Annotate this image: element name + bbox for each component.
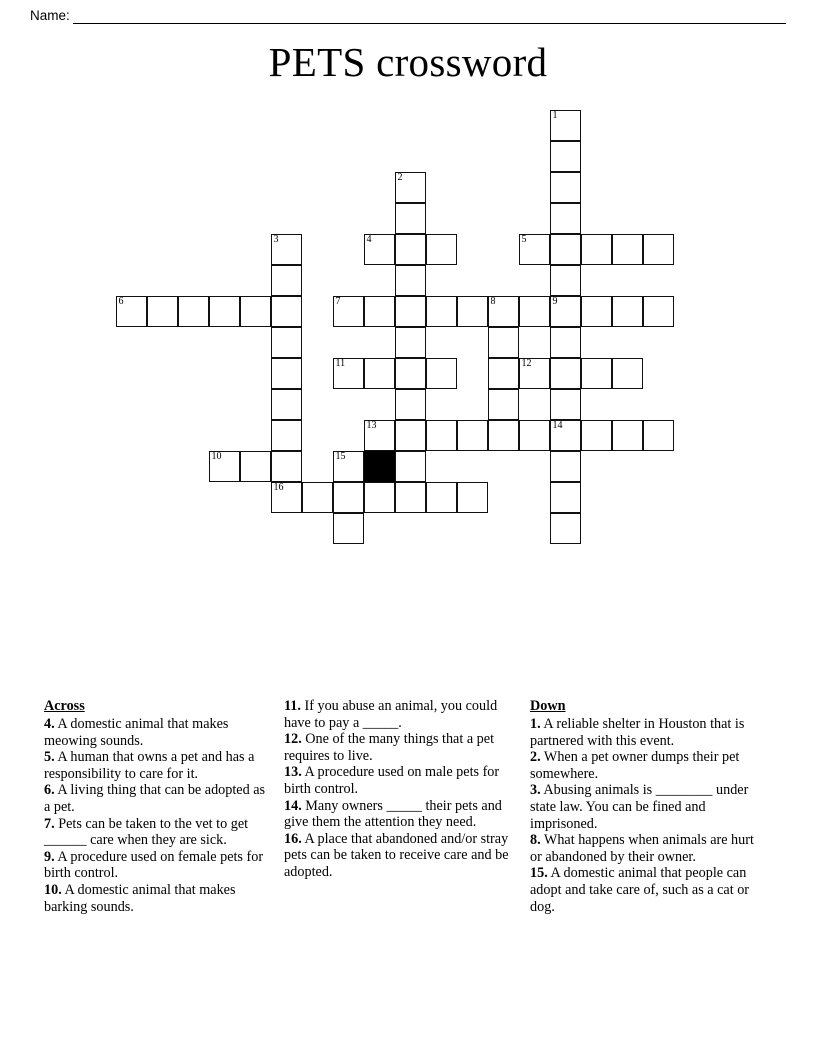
clue-number: 5. [44,749,55,766]
grid-cell[interactable] [116,296,147,327]
grid-cell[interactable] [333,358,364,389]
grid-cell[interactable] [550,110,581,141]
across-clue-16 [284,831,516,881]
grid-cell[interactable] [488,420,519,451]
cell-number: 15 [335,451,346,462]
clue-number: 2. [530,749,541,766]
grid-cell[interactable] [643,234,674,265]
cell-number: 11 [335,358,346,369]
grid-cell[interactable] [550,265,581,296]
grid-cell[interactable] [612,234,643,265]
grid-cell[interactable] [426,420,457,451]
cell-number: 5 [521,234,527,245]
clue-number: 13. [284,764,302,781]
clue-number: 1. [530,716,541,732]
grid-cell[interactable] [395,265,426,296]
grid-cell[interactable] [395,172,426,203]
grid-cell[interactable] [550,234,581,265]
clue-text: A reliable shelter in Houston that is partnered with this event. [530,716,745,749]
grid-cell[interactable] [643,296,674,327]
cell-number: 1 [552,110,558,121]
cell-number: 14 [552,420,563,431]
clue-number: 10. [44,881,62,898]
across-clue-10 [44,882,272,915]
cell-number: 12 [521,358,532,369]
cell-number: 4 [366,234,372,245]
grid-cell[interactable] [550,389,581,420]
grid-cell[interactable] [426,234,457,265]
clue-number: 14. [284,797,302,814]
clue-text: Abusing animals is ________ under state law. You can be fined and imprisoned. [530,782,749,832]
grid-cell[interactable] [395,203,426,234]
clue-text: A living thing that can be adopted as a pet. [44,782,266,815]
grid-cell[interactable] [519,234,550,265]
grid-cell[interactable] [426,358,457,389]
clue-text: A place that abandoned and/or stray pets can be taken to receive care and be adopted. [284,830,509,880]
grid-cell[interactable] [550,327,581,358]
across-clue-14 [284,798,516,831]
grid-cell[interactable] [364,234,395,265]
down-clue-3 [530,782,768,832]
grid-cell[interactable] [364,358,395,389]
grid-cell[interactable] [488,389,519,420]
clue-number: 4. [44,716,55,732]
cell-number: 16 [273,482,284,493]
grid-cell[interactable] [426,296,457,327]
cell-number: 6 [118,296,124,307]
across-clue-list-1 [44,716,272,915]
grid-cell[interactable] [271,265,302,296]
grid-cell[interactable] [364,482,395,513]
grid-cell[interactable] [178,296,209,327]
across-clue-11 [284,698,516,731]
clues-column-down [530,698,768,915]
grid-cell[interactable] [271,451,302,482]
grid-cell[interactable] [550,513,581,544]
grid-cell[interactable] [550,141,581,172]
page-title: PETS crossword [268,39,548,85]
grid-cell[interactable] [271,420,302,451]
cell-number: 8 [490,296,496,307]
across-clue-9 [44,849,272,882]
grid-cell[interactable] [333,296,364,327]
clues-section [44,698,772,978]
grid-cell[interactable] [395,234,426,265]
grid-cell[interactable] [550,451,581,482]
down-clue-8 [530,832,768,865]
clue-text: What happens when animals are hurt or abandoned by their owner. [530,832,754,865]
clue-text: A procedure used on female pets for birth control. [44,848,264,882]
clue-text: Pets can be taken to the vet to get ______ care when they are sick. [44,815,249,849]
grid-cell[interactable] [395,451,426,482]
grid-cell[interactable] [271,482,302,513]
grid-cell[interactable] [581,420,612,451]
down-clue-15 [530,865,768,915]
grid-cell[interactable] [457,482,488,513]
grid-cell[interactable] [395,420,426,451]
across-clue-list-2 [284,698,516,881]
grid-cell[interactable] [488,327,519,358]
cell-number: 3 [273,234,279,245]
grid-cell[interactable] [271,358,302,389]
name-label: Name: [30,8,70,23]
grid-cell[interactable] [395,358,426,389]
clue-text: If you abuse an animal, you could have to pay a _____. [284,698,498,731]
grid-cell[interactable] [271,389,302,420]
clue-number: 16. [284,830,302,847]
clue-text: A domestic animal that people can adopt and take care of, such as a cat or dog. [530,865,750,915]
grid-cell[interactable] [333,513,364,544]
grid-cell[interactable] [240,296,271,327]
grid-cell[interactable] [426,482,457,513]
down-heading: Down [530,698,566,714]
clue-number: 8. [530,832,541,849]
grid-cell[interactable] [395,389,426,420]
down-clue-1 [530,716,768,749]
grid-cell[interactable] [333,482,364,513]
clues-column-across-2 [284,698,516,881]
grid-cell[interactable] [581,234,612,265]
clues-column-across-1 [44,698,272,915]
grid-cell[interactable] [550,482,581,513]
across-clue-4 [44,716,272,749]
across-clue-12 [284,731,516,764]
grid-cell[interactable] [612,358,643,389]
grid-cell[interactable] [488,296,519,327]
grid-cell[interactable] [612,420,643,451]
grid-cell[interactable] [550,172,581,203]
grid-cell[interactable] [395,296,426,327]
across-clue-6 [44,782,272,815]
cell-number: 7 [335,296,341,307]
grid-cell[interactable] [550,420,581,451]
clue-number: 15. [530,865,548,882]
clue-text: A domestic animal that makes meowing sounds. [44,716,229,749]
grid-cell[interactable] [240,451,271,482]
grid-cell[interactable] [271,327,302,358]
clue-text: A human that owns a pet and has a responsibility to care for it. [44,749,255,782]
grid-cell[interactable] [581,358,612,389]
across-clue-13 [284,764,516,797]
clue-text: One of the many things that a pet requires to live. [284,731,495,764]
grid-cell[interactable] [209,296,240,327]
grid-cell[interactable] [550,203,581,234]
grid-cell[interactable] [395,482,426,513]
cell-number: 2 [397,172,403,183]
across-clue-7 [44,816,272,849]
clue-number: 3. [530,782,541,799]
grid-cell[interactable] [147,296,178,327]
grid-cell[interactable] [519,296,550,327]
grid-cell[interactable] [550,358,581,389]
cell-number: 13 [366,420,377,431]
down-clue-list [530,716,768,915]
grid-cell[interactable] [457,420,488,451]
grid-cell[interactable] [395,327,426,358]
grid-cell[interactable] [209,451,240,482]
grid-cell[interactable] [643,420,674,451]
grid-cell[interactable] [271,296,302,327]
clue-text: A procedure used on male pets for birth control. [284,764,500,797]
grid-cell[interactable] [612,296,643,327]
across-clue-5 [44,749,272,782]
grid-cell[interactable] [333,451,364,482]
clue-number: 12. [284,731,302,748]
clue-number: 7. [44,815,55,832]
grid-cell[interactable] [488,358,519,389]
cell-number: 10 [211,451,222,462]
grid-cell[interactable] [457,296,488,327]
clue-text: Many owners _____ their pets and give them the attention they need. [284,797,502,831]
clue-text: When a pet owner dumps their pet somewhere. [530,749,740,782]
clue-number: 11. [284,698,301,714]
grid-cell[interactable] [550,296,581,327]
grid-cell[interactable] [581,296,612,327]
grid-cell[interactable] [519,358,550,389]
clue-text: A domestic animal that makes barking sounds. [44,881,236,915]
across-heading: Across [44,698,85,714]
down-clue-2 [530,749,768,782]
clue-number: 6. [44,782,55,799]
grid-cell[interactable] [364,420,395,451]
grid-cell[interactable] [302,482,333,513]
grid-cell[interactable] [519,420,550,451]
clue-number: 9. [44,848,55,865]
grid-cell[interactable] [364,296,395,327]
grid-cell[interactable] [271,234,302,265]
grid-cell-blocked [364,451,395,482]
cell-number: 9 [552,296,558,307]
